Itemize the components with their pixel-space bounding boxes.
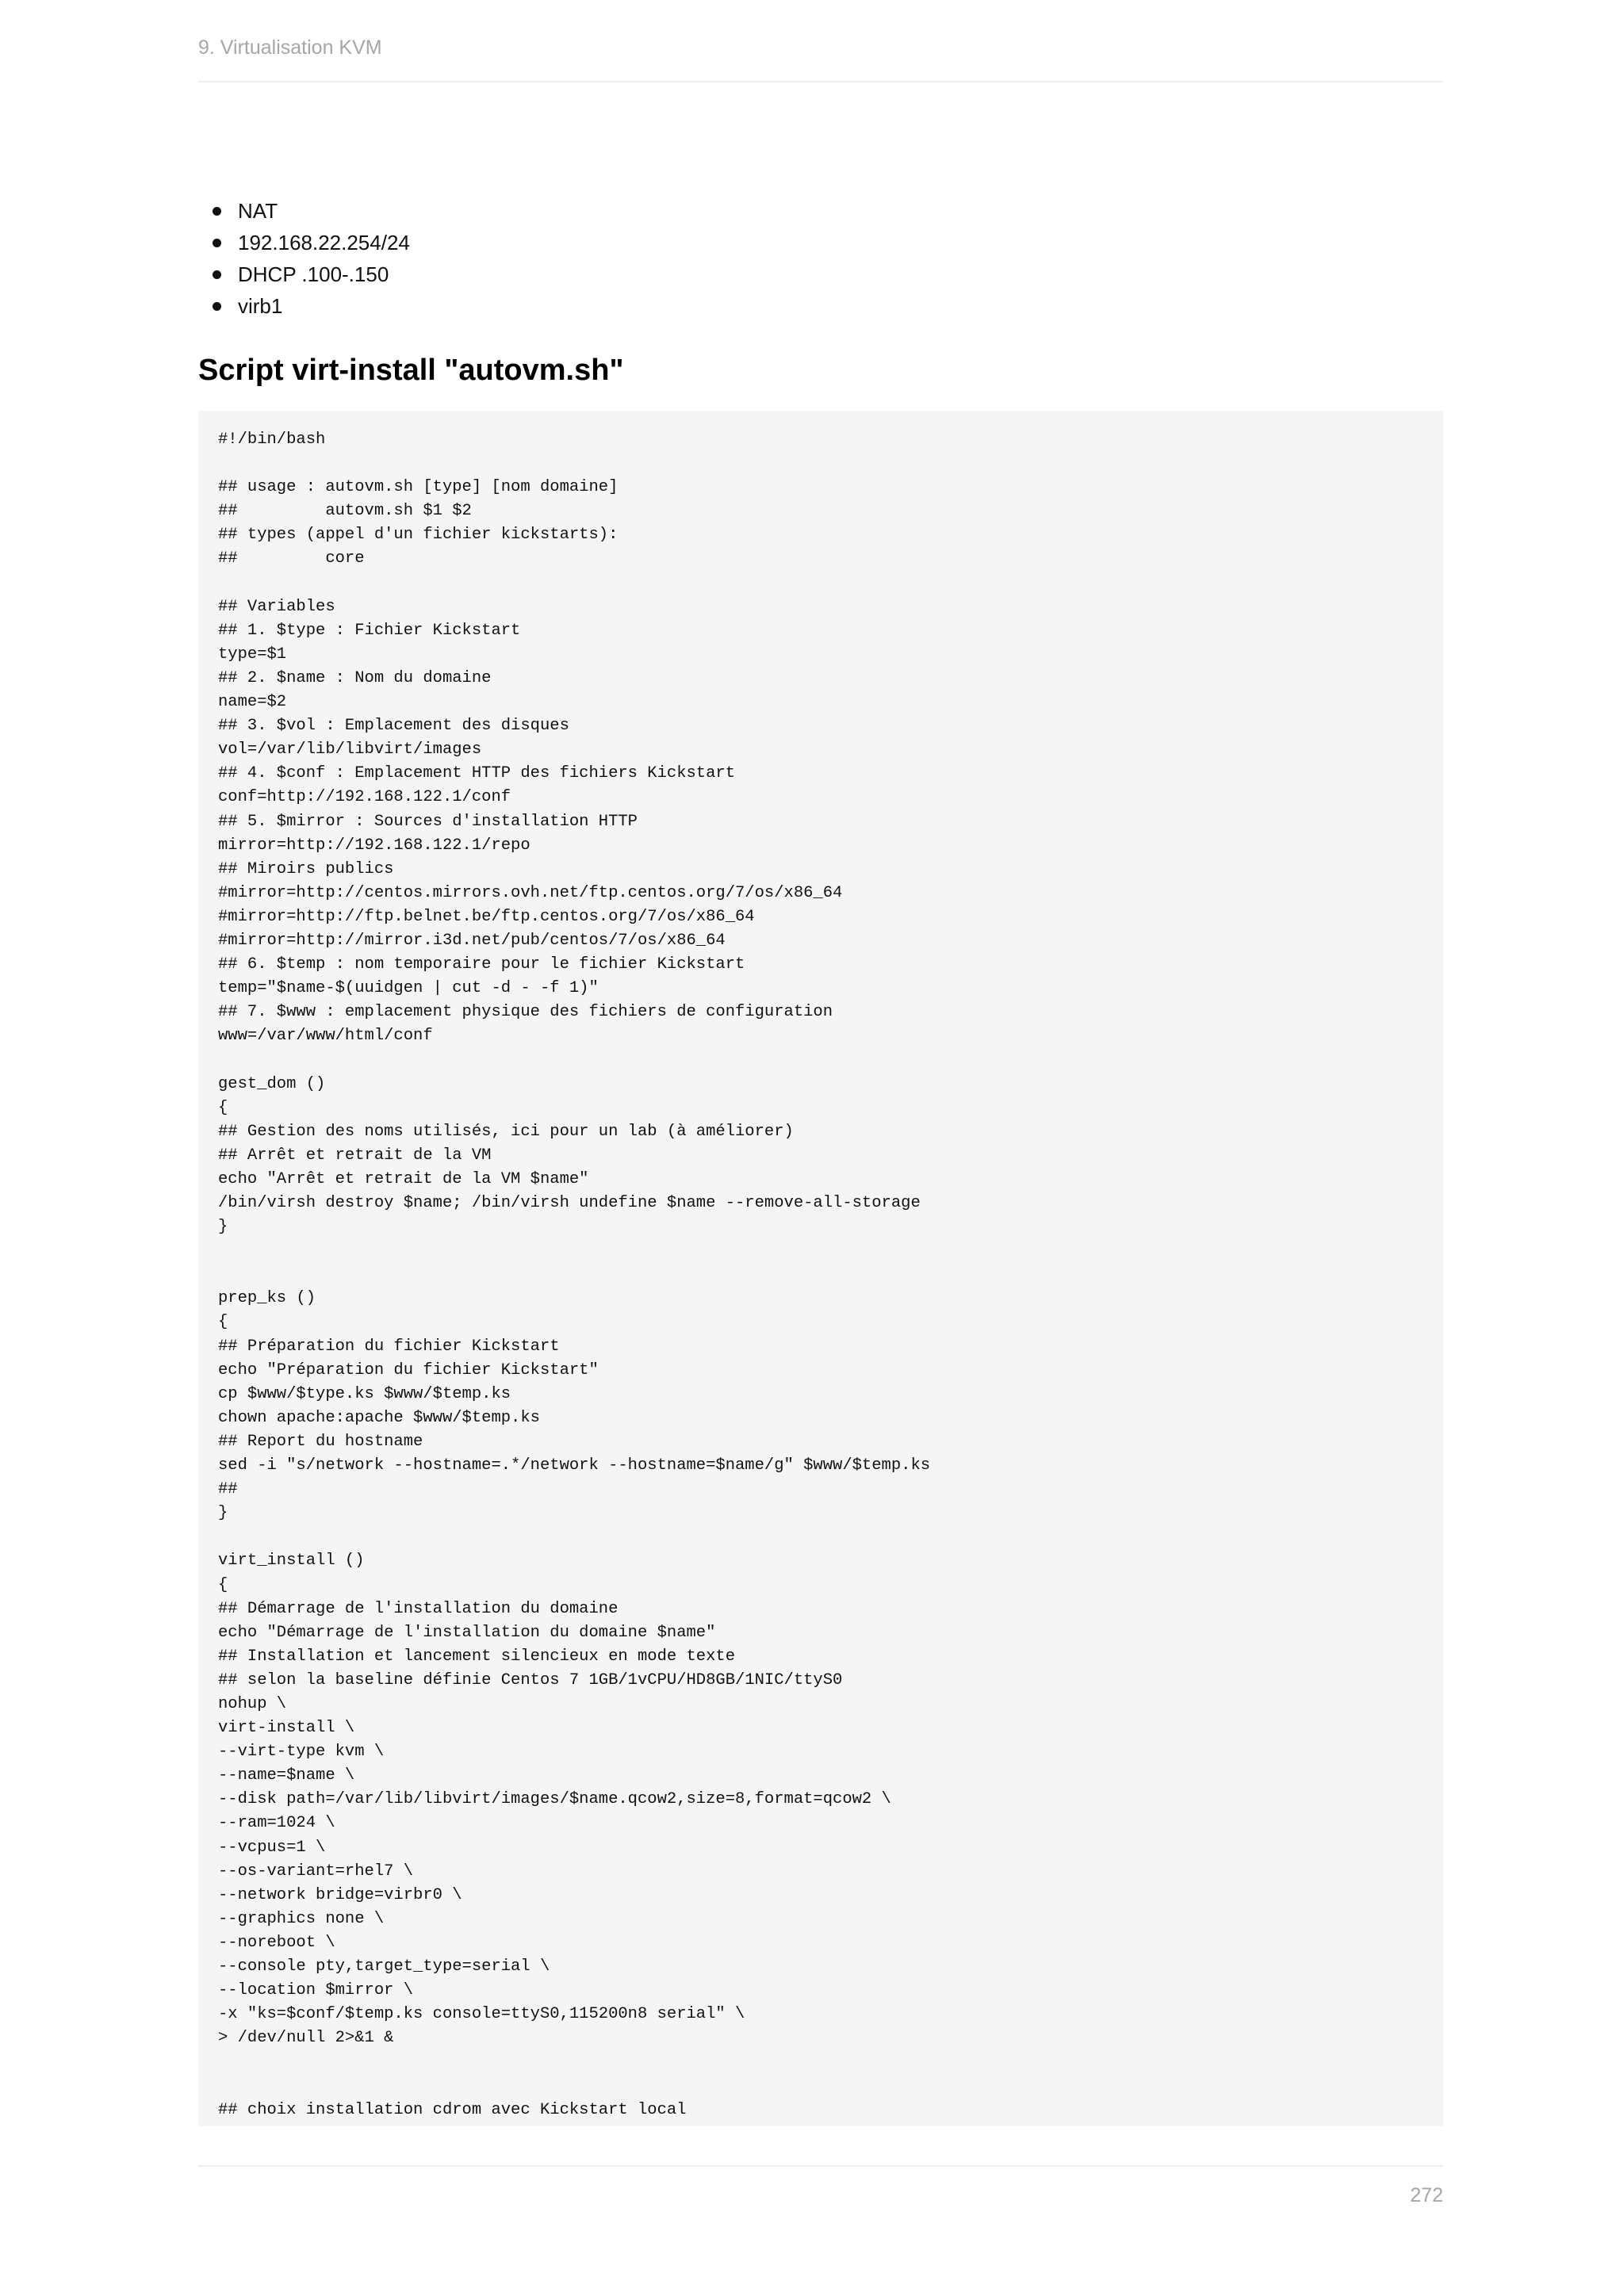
code-text: #!/bin/bash ## usage : autovm.sh [type] [nom domaine] ## autovm.sh $1 $2 ## types (appel d'un fichier kickstarts): ## core ## Variables ## 1. $type : Fichier Kickstart type=$1 ## 2. $name : Nom du domaine name=$2 ## 3. $vol : Emplacement des disques vol=/var/lib/libvirt/images ## 4. $conf : Emplacement HTTP des fichiers Kickstart conf=http://192.168.122.1/conf ## 5. $mirror : Sources d'installation HTTP mirror=http://192.168.122.1/repo ## Miroirs publics #mirror=http://centos.mirrors.ovh.net/ftp.centos.org/7/os/x86_64 #mirror=http://ftp.belnet.be/ftp.centos.org/7/os/x86_64 #mirror=http://mirror.i3d.net/pub/centos/7/os/x86_64 ## 6. $temp : nom temporaire pour le fichier Kickstart temp="$name-$(uuidgen | cut -d - -f 1)" ## 7. $www : emplacement physique des fichiers de configuration www=/var/www/html/conf gest_dom () { ## Gestion des noms utilisés, ici pour un lab (à améliorer) ## Arrêt et retrait de la VM echo "Arrêt et retrait de la VM $name" /bin/virsh destroy $name; /bin/virsh undefine $name --remove-all-storage } prep_ks () { ## Préparation du fichier Kickstart echo "Préparation du fichier Kickstart" cp $www/$type.ks $www/$temp.ks chown apache:apache $www/$temp.ks ## Report du hostname sed -i "s/network --hostname=.*/network --hostname=$name/g" $www/$temp.ks ## } virt_install () { ## Démarrage de l'installation du domaine echo "Démarrage de l'installation du domaine $name" ## Installation et lancement silencieux en mode texte ## selon la baseline définie Centos 7 1GB/1vCPU/HD8GB/1NIC/ttyS0 nohup \ virt-install \ --virt-type kvm \ --name=$name \ --disk path=/var/lib/libvirt/images/$name.qcow2,size=8,format=qcow2 \ --ram=1024 \ --vcpus=1 \ --os-variant=rhel7 \ --network bridge=virbr0 \ --graphics none \ --noreboot \ --console pty,target_type=serial \ --location $mirror \ -x "ks=$conf/$temp.ks console=ttyS0,115200n8 serial" \ > /dev/null 2>&1 & ## choix installation cdrom avec Kickstart local	[218, 430, 931, 2119]
page-number: 272	[1410, 2184, 1443, 2206]
list-item: 192.168.22.254/24	[198, 227, 410, 258]
list-item: DHCP .100-.150	[198, 258, 410, 290]
list-item: virb1	[198, 290, 410, 322]
list-item: NAT	[198, 195, 410, 227]
code-block	[198, 411, 1443, 2126]
header-divider	[198, 81, 1443, 82]
footer-divider	[198, 2165, 1443, 2167]
section-heading: Script virt-install "autovm.sh"	[198, 354, 624, 387]
running-header: 9. Virtualisation KVM	[198, 36, 382, 59]
bullet-list	[198, 195, 410, 322]
